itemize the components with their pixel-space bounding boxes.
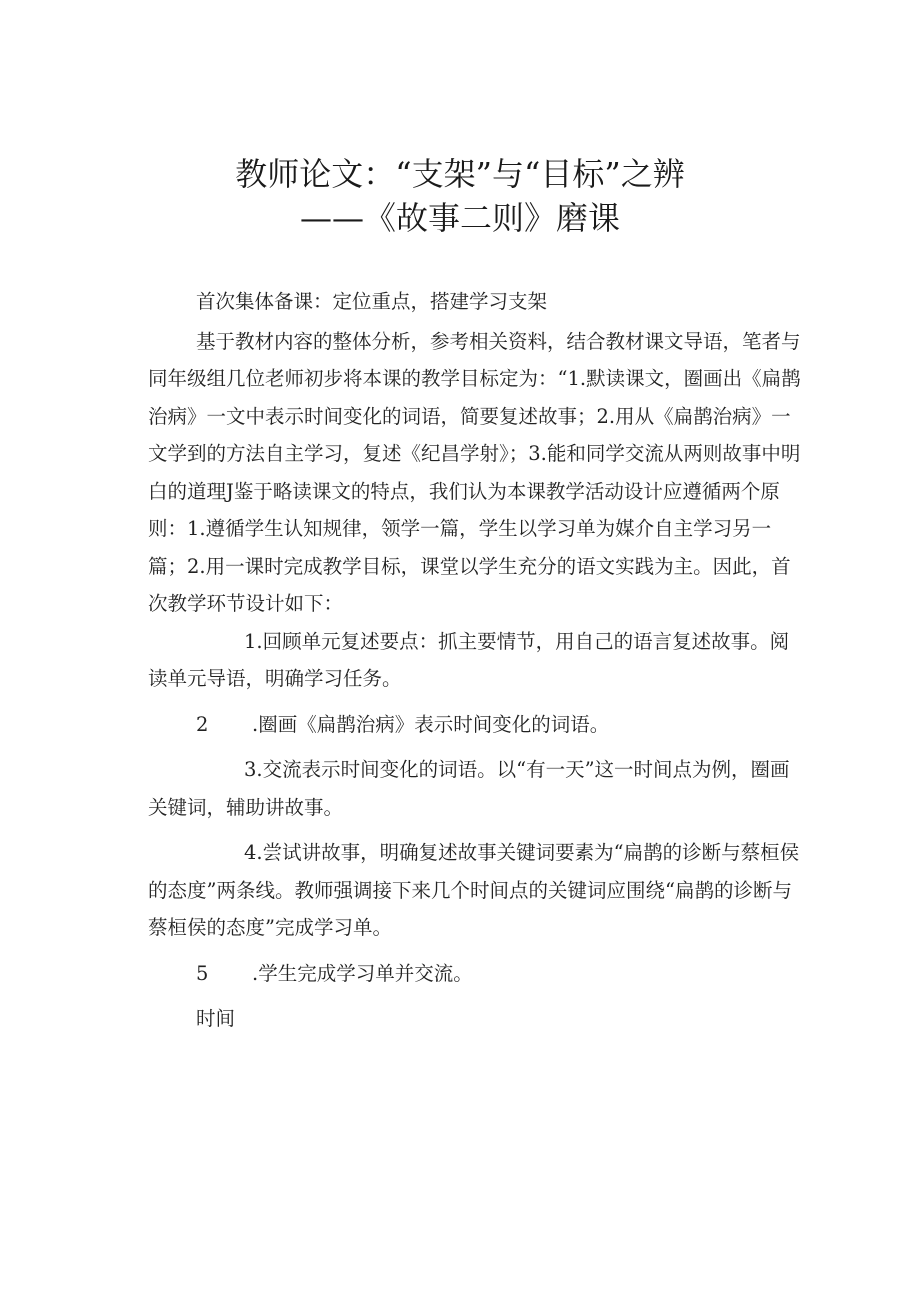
- section-heading: 首次集体备课：定位重点，搭建学习支架: [196, 290, 548, 313]
- step-2-text: .圈画《扁鹊治病》表示时间变化的词语。: [252, 712, 610, 736]
- step-1: [148, 623, 808, 698]
- document-subtitle: ——《故事二则》磨课: [299, 199, 620, 237]
- step-5-number: 5: [196, 961, 209, 985]
- main-paragraph: 基于教材内容的整体分析，参考相关资料，结合教材课文导语，笔者与同年级组几位老师初步将本课的教学目标定为：“1.默读课文，圈画出《扁鹊治病》一文中表示时间变化的词语，简要复述故事；2.用从《扁鹊治病》一文学到的方法自主学习，复述《纪昌学射》；3.能和同学交流从两则故事中明白的道理J鉴于略读课文的特点，我们认为本课教学活动设计应遵循两个原则：1.遵循学生认知规律，领学一篇，学生以学习单为媒介自主学习另一篇；2.用一课时完成教学目标，课堂以学生充分的语文实践为主。因此，首次教学环节设计如下：: [148, 329, 801, 615]
- document-title: 教师论文：“支架”与“目标”之辨: [235, 155, 685, 193]
- step-2: [148, 706, 808, 744]
- step-3: [148, 751, 808, 826]
- trailing-text: 时间: [196, 1007, 236, 1030]
- step-5: [148, 955, 808, 993]
- document-body: [148, 283, 808, 1038]
- step-4-number: 4: [244, 841, 257, 864]
- step-4: [148, 834, 808, 947]
- step-2-number: 2: [196, 712, 209, 736]
- step-1-number: 1: [244, 629, 257, 653]
- step-4-text: .尝试讲故事，明确复述故事关键词要素为“扁鹊的诊断与蔡桓侯的态度”两条线。教师强调接下来几个时间点的关键词应围绕“扁鹊的诊断与蔡桓侯的态度”完成学习单。: [148, 841, 800, 939]
- step-1-text: .回顾单元复述要点：抓主要情节，用自己的语言复述故事。阅读单元导语，明确学习任务。: [148, 629, 790, 690]
- step-5-text: .学生完成学习单并交流。: [252, 961, 473, 985]
- step-3-text: .交流表示时间变化的词语。以“有一天”这一时间点为例，圈画关键词，辅助讲故事。: [148, 758, 790, 819]
- step-3-number: 3: [244, 758, 257, 781]
